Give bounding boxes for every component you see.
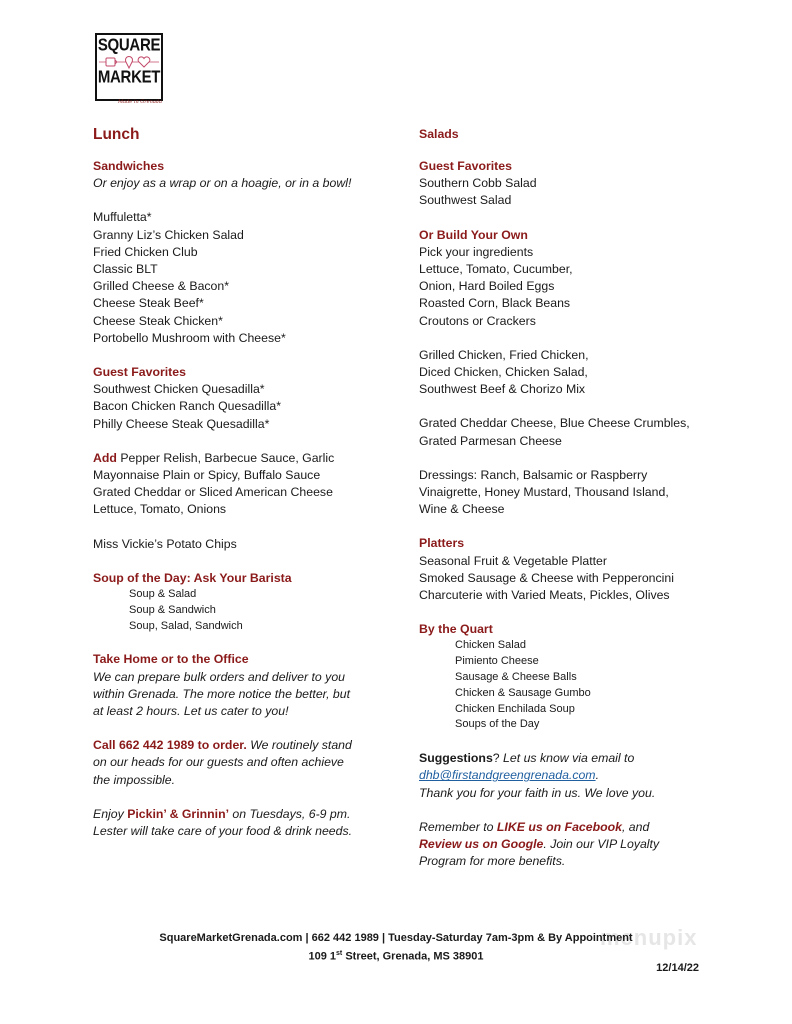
menu-item: Smoked Sausage & Cheese with Pepperoncini — [419, 570, 674, 585]
call-line: Call 662 442 1989 to order. We routinely stand — [93, 738, 352, 753]
salads-title: Salads — [419, 127, 459, 141]
soup-item: Soup, Salad, Sandwich — [129, 619, 243, 632]
menu-item: Onion, Hard Boiled Eggs — [419, 279, 555, 294]
call-to-order: Call 662 442 1989 to order. — [93, 738, 247, 753]
menu-item: Seasonal Fruit & Vegetable Platter — [419, 553, 607, 568]
menu-item: Charcuterie with Varied Meats, Pickles, Olives — [419, 588, 670, 603]
sandwiches-heading: Sandwiches — [93, 159, 165, 173]
menu-item: Croutons or Crackers — [419, 313, 536, 328]
menu-item: Roasted Corn, Black Beans — [419, 296, 571, 311]
coffee-cup-icon — [106, 58, 117, 66]
watermark: menupix — [600, 925, 698, 950]
logo — [95, 33, 163, 101]
add-text: Grated Cheddar or Sliced American Cheese — [93, 485, 333, 500]
add-text: Pepper Relish, Barbecue Sauce, Garlic — [116, 450, 335, 465]
menu-item: Grilled Cheese & Bacon* — [93, 279, 230, 294]
add-ons-line — [93, 450, 393, 467]
add-label: Add — [93, 450, 117, 465]
thanks-text: Thank you for your faith in us. We love you. — [419, 785, 656, 800]
dressing-line: Wine & Cheese — [419, 502, 505, 517]
quart-item: Chicken Enchilada Soup — [455, 702, 575, 715]
call-text: on our heads for our guests and often achieve — [93, 755, 344, 770]
menu-item: Southwest Chicken Quesadilla* — [93, 382, 265, 397]
heart-icon — [138, 57, 150, 67]
logo-word-market: MARKET — [97, 67, 161, 88]
menu-item: Lettuce, Tomato, Cucumber, — [419, 262, 573, 277]
build-heading: Or Build Your Own — [419, 227, 528, 242]
lunch-title: Lunch — [93, 126, 140, 143]
platters-heading: Platters — [419, 536, 465, 551]
social-line: Remember to LIKE us on Facebook, and — [419, 819, 650, 834]
menu-item: Pick your ingredients — [419, 244, 534, 259]
protein-line: Grilled Chicken, Fried Chicken, — [419, 347, 589, 362]
quart-item: Pimiento Cheese — [455, 655, 539, 668]
add-text: Lettuce, Tomato, Onions — [93, 502, 227, 517]
menu-item: Classic BLT — [93, 262, 158, 277]
protein-line: Diced Chicken, Chicken Salad, — [419, 365, 588, 380]
take-home-text: at least 2 hours. Let us cater to you! — [93, 704, 289, 719]
quart-heading: By the Quart — [419, 622, 493, 637]
email-link[interactable]: dhb@firstandgreengrenada.com — [419, 768, 596, 783]
sandwiches-note: Or enjoy as a wrap or on a hoagie, or in a bowl! — [93, 176, 352, 191]
guest-favorites-heading: Guest Favorites — [93, 365, 186, 380]
soup-item: Soup & Salad — [129, 588, 197, 601]
facebook-link[interactable]: LIKE us on Facebook — [496, 819, 622, 834]
menu-item: Portobello Mushroom with Cheese* — [93, 330, 286, 345]
menu-item: Muffuletta* — [93, 210, 152, 225]
cheese-line: Grated Cheddar Cheese, Blue Cheese Crumbles, — [419, 416, 690, 431]
logo-tagline: Made in Grenada — [118, 99, 162, 105]
soup-item: Soup & Sandwich — [129, 603, 216, 616]
take-home-text: within Grenada. The more notice the better, but — [93, 686, 351, 701]
footer-contact: SquareMarketGrenada.com | 662 442 1989 | Tuesday-Saturday 7am-3pm & By Appointment — [159, 932, 633, 944]
quart-item: Soups of the Day — [455, 718, 540, 731]
suggestions-line: Suggestions? Let us know via email to — [419, 751, 635, 766]
menu-item: Bacon Chicken Ranch Quesadilla* — [93, 399, 281, 414]
pickin-line: Enjoy Pickin’ & Grinnin’ on Tuesdays, 6-9 pm. — [93, 806, 351, 821]
menu-item: Southern Cobb Salad — [419, 176, 537, 191]
ice-cream-icon — [126, 57, 133, 69]
menu-item: Fried Chicken Club — [93, 244, 198, 259]
footer-address: 109 1st Street, Grenada, MS 38901 — [308, 950, 484, 963]
dressing-line: Dressings: Ranch, Balsamic or Raspberry — [419, 467, 648, 482]
take-home-heading: Take Home or to the Office — [93, 652, 249, 667]
footer — [0, 930, 792, 965]
lunch-column — [93, 124, 393, 840]
logo-word-square: SQUARE — [97, 35, 161, 56]
suggestions-label: Suggestions — [419, 751, 493, 766]
take-home-text: We can prepare bulk orders and deliver to you — [93, 669, 346, 684]
menu-item: Southwest Salad — [419, 193, 512, 208]
google-link[interactable]: Review us on Google — [419, 837, 544, 852]
salads-column: Salads Guest Favorites Southern Cobb Salad Southwest Salad Or Build Your Own Pick your ingredients Lettuce, Tomato, Cucumber, Onion, Hard Boiled Eggs Roasted Corn, Black Beans Croutons or Crackers Grilled Chicken, Fried Chicken, Diced Chicken, Chicken Salad, Southwest Beef & Chorizo Mix Grated Cheddar Cheese, Blue Cheese Crumbles, Grated Parmesan Cheese Dressings: Ranch, Balsamic or Raspberry Vinaigrette, Honey Mustard, Thousand Island, Wine & Cheese Platters Seasonal Fruit & Vegetable Platter Smoked Sausage & Cheese with Pepperoncini Charcuterie with Varied Meats, Pickles, Olives By the Quart Chicken Salad Pimiento Cheese Sausage & Cheese Balls Chicken & Sausage Gumbo Chicken Enchilada Soup Soups of the Day Suggestions? Let us know via email to dhb@firstandgreengrenada.com. Thank you for your faith in us. We love you. Remember to LIKE us on Facebook, and Review us on Google. Join our VIP Loyalty Program for more benefits. — [419, 124, 719, 870]
add-text: Mayonnaise Plain or Spicy, Buffalo Sauce — [93, 468, 321, 483]
menu-item: Cheese Steak Beef* — [93, 296, 204, 311]
quart-item: Chicken & Sausage Gumbo — [455, 686, 591, 699]
quart-item: Chicken Salad — [455, 639, 526, 652]
menu-date: 12/14/22 — [656, 962, 699, 974]
pickin-grinnin: Pickin’ & Grinnin’ — [127, 806, 229, 821]
call-text: the impossible. — [93, 772, 176, 787]
cheese-line: Grated Parmesan Cheese — [419, 433, 562, 448]
chips-item: Miss Vickie’s Potato Chips — [93, 536, 237, 551]
loyalty-text: Program for more benefits. — [419, 854, 566, 869]
guest-favorites-heading: Guest Favorites — [419, 159, 512, 173]
pickin-text: Lester will take care of your food & drink needs. — [93, 824, 353, 839]
menu-item: Cheese Steak Chicken* — [93, 313, 223, 328]
menu-item: Granny Liz’s Chicken Salad — [93, 227, 244, 242]
dressing-line: Vinaigrette, Honey Mustard, Thousand Island, — [419, 485, 669, 500]
soup-heading: Soup of the Day: Ask Your Barista — [93, 570, 292, 585]
quart-item: Sausage & Cheese Balls — [455, 671, 577, 684]
menu-item: Philly Cheese Steak Quesadilla* — [93, 416, 270, 431]
protein-line: Southwest Beef & Chorizo Mix — [419, 382, 586, 397]
